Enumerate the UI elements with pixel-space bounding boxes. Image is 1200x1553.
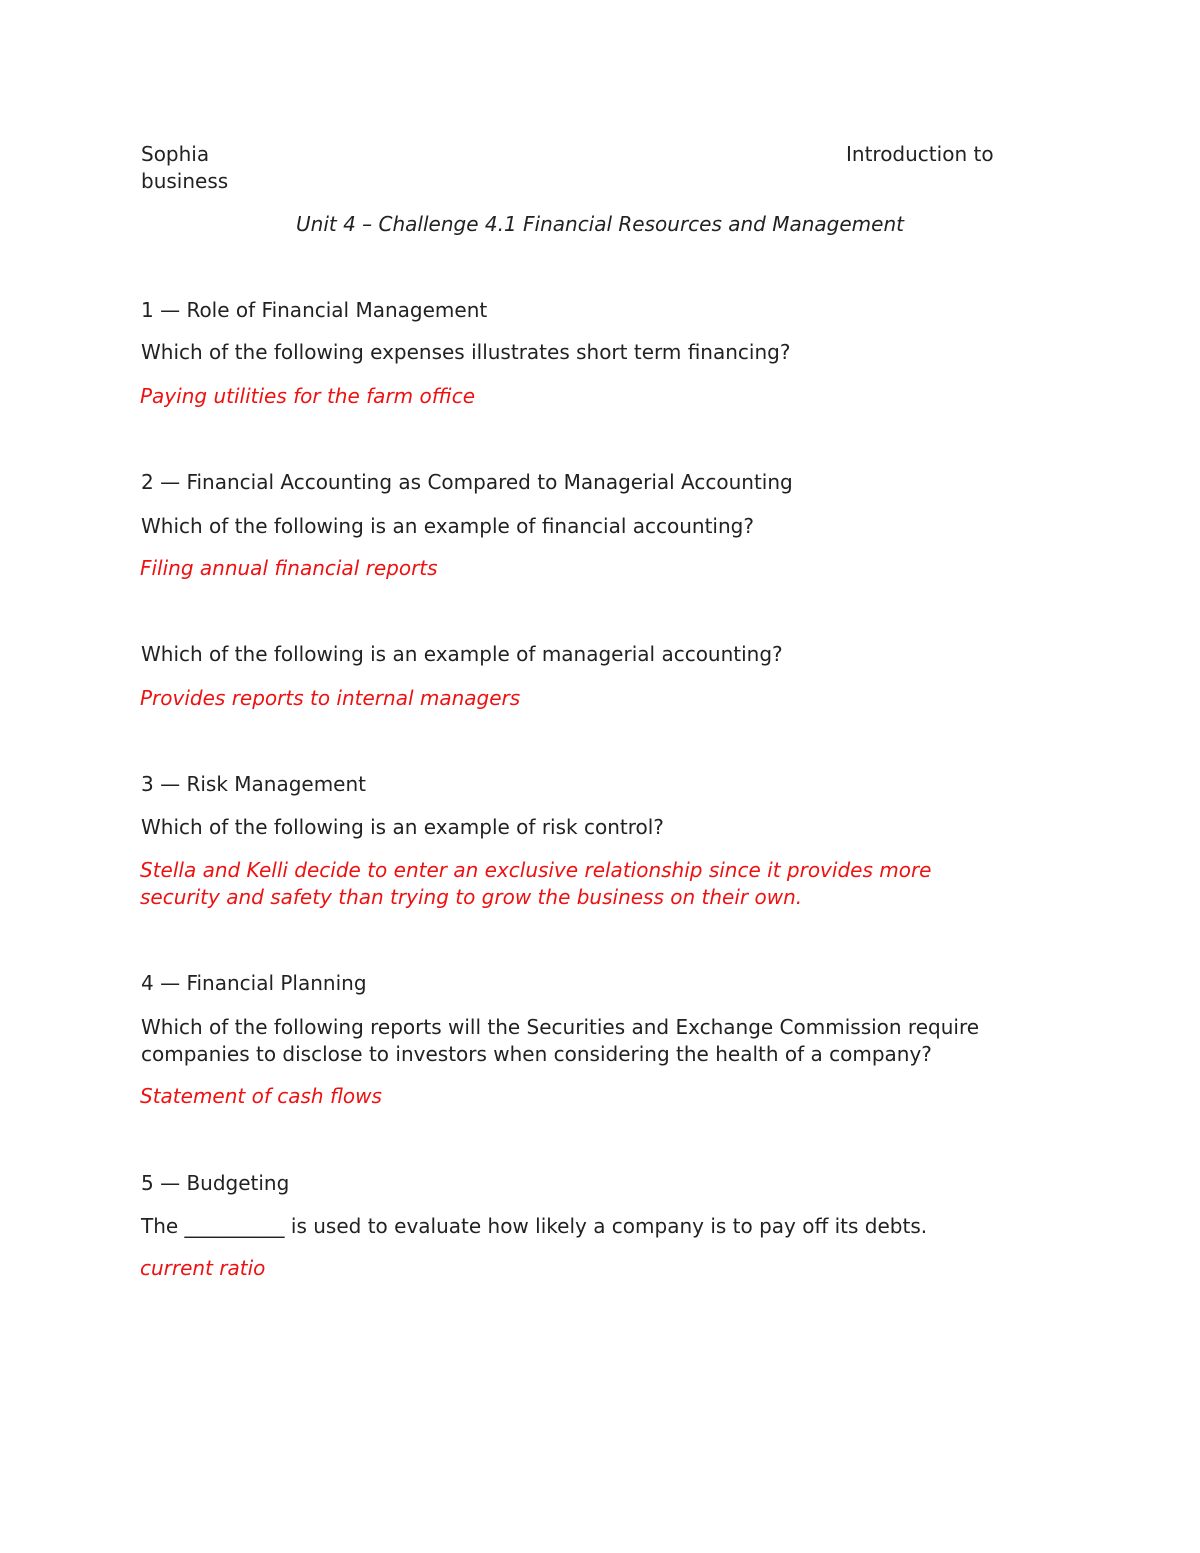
section-heading-1: 1 — Role of Financial Management [141,298,488,322]
answer-2b: Provides reports to internal managers [140,686,521,710]
document-title: Unit 4 – Challenge 4.1 Financial Resources and Management [296,212,904,236]
section-heading-3: 3 — Risk Management [141,772,366,796]
question-3: Which of the following is an example of risk control? [141,815,664,839]
student-name: Sophia [141,142,210,166]
header [141,140,1011,168]
answer-3-line2: security and safety than trying to grow the business on their own. [140,885,803,909]
course-name: Introduction to [846,142,994,166]
course-name-continued: business [141,169,229,193]
answer-4: Statement of cash flows [140,1084,382,1108]
section-heading-4: 4 — Financial Planning [141,971,367,995]
answer-5: current ratio [140,1256,266,1280]
question-4-line1: Which of the following reports will the Securities and Exchange Commission require [141,1015,980,1039]
section-heading-2: 2 — Financial Accounting as Compared to Managerial Accounting [141,470,793,494]
section-heading-5: 5 — Budgeting [141,1171,290,1195]
answer-3-line1: Stella and Kelli decide to enter an exclusive relationship since it provides more [140,858,932,882]
question-4-line2: companies to disclose to investors when considering the health of a company? [141,1042,932,1066]
question-5: The __________ is used to evaluate how likely a company is to pay off its debts. [141,1214,928,1238]
answer-1: Paying utilities for the farm office [140,384,476,408]
question-2a: Which of the following is an example of financial accounting? [141,514,754,538]
answer-2a: Filing annual financial reports [140,556,438,580]
question-1: Which of the following expenses illustrates short term financing? [141,340,791,364]
question-2b: Which of the following is an example of managerial accounting? [141,642,783,666]
